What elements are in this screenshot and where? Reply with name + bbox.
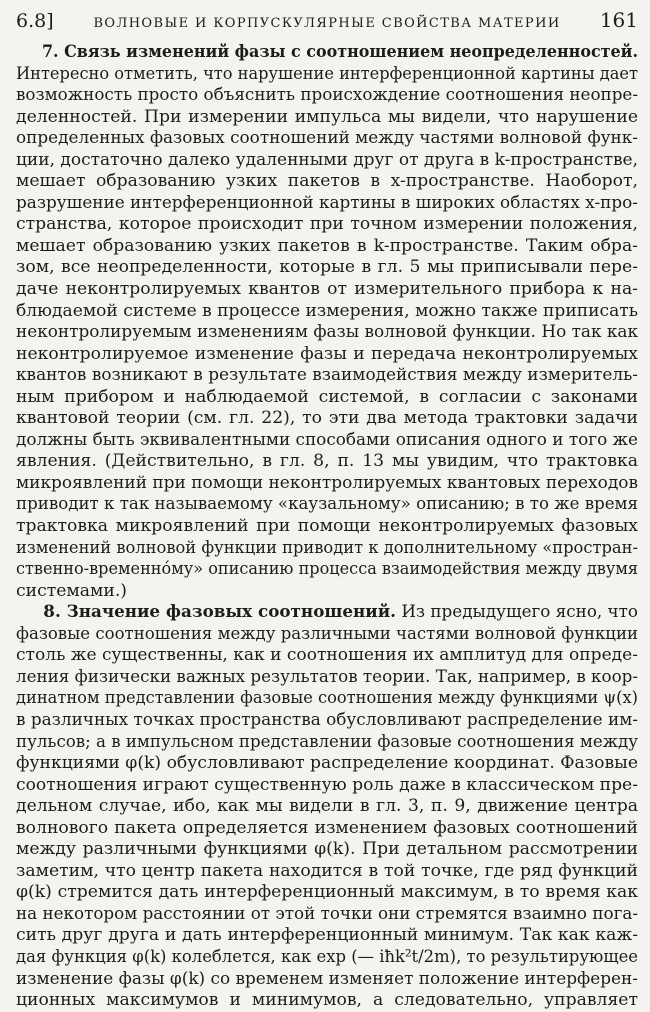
text-line: изменение фазы φ(k) со временем изменяет положение интерферен- bbox=[16, 968, 638, 989]
text-line: ления физически важных результатов теории. Так, например, в коор- bbox=[16, 666, 638, 687]
page-number: 161 bbox=[599, 8, 638, 32]
text-line: соотношения играют существенную роль даже в классическом пре- bbox=[16, 774, 638, 795]
text-line: Интересно отметить, что нарушение интерференционной картины дает bbox=[16, 63, 638, 84]
text-line: квантовой теории (см. гл. 22), то эти два метода трактовки задачи bbox=[16, 408, 638, 429]
section-number: 6.8] bbox=[16, 10, 54, 32]
text-line: ственно-временно́му» описанию процесса взаимодействия между двумя bbox=[16, 559, 638, 580]
text-line: должны быть эквивалентными способами описания одного и того же bbox=[16, 429, 638, 450]
text-line: ционных максимумов и минимумов, а следовательно, управляет bbox=[16, 990, 638, 1011]
text-line: φ(k) стремится дать интерференционный максимум, в то время как bbox=[16, 882, 638, 903]
text-line: деленностей. При измерении импульса мы видели, что нарушение bbox=[16, 106, 638, 127]
text-line: микроявлений при помощи неконтролируемых квантовых переходов bbox=[16, 472, 638, 493]
text-line: заметим, что центр пакета находится в той точке, где ряд функций bbox=[16, 860, 638, 881]
text-line: явления. (Действительно, в гл. 8, п. 13 мы увидим, что трактовка bbox=[16, 451, 638, 472]
text-line: ным прибором и наблюдаемой системой, в согласии с законами bbox=[16, 386, 638, 407]
paragraph-heading-line bbox=[16, 42, 638, 64]
text-line: ции, достаточно далеко удаленными друг от друга в k-пространстве, bbox=[16, 149, 638, 170]
text-line: даче неконтролируемых квантов от измерительного прибора к на- bbox=[16, 279, 638, 300]
section-heading-8: 8. Значение фазовых соотношений. bbox=[43, 602, 396, 623]
text-line: квантов возникают в результате взаимодействия между измеритель- bbox=[16, 365, 638, 386]
text-line: дая функция φ(k) колеблется, как exp (— iħk²t/2m), то результирующее bbox=[16, 946, 638, 967]
text-line: неконтролируемым изменениям фазы волновой функции. Но так как bbox=[16, 322, 638, 343]
running-title: ВОЛНОВЫЕ И КОРПУСКУЛЯРНЫЕ СВОЙСТВА МАТЕРИИ bbox=[93, 16, 561, 31]
text-line: мешает образованию узких пакетов в k-пространстве. Таким обра- bbox=[16, 235, 638, 256]
text-line: изменений волновой функции приводит к дополнительному «простран- bbox=[16, 537, 638, 558]
text-line: столь же существенны, как и соотношения их амплитуд для опреде- bbox=[16, 645, 638, 666]
text-line: приводит к так называемому «каузальному» описанию; в то же время bbox=[16, 494, 638, 515]
text-line: функциями φ(k) обусловливают распределение координат. Фазовые bbox=[16, 753, 638, 774]
text-line: в различных точках пространства обусловливают распределение им- bbox=[16, 709, 638, 730]
paragraph-heading-line bbox=[16, 602, 638, 624]
page-header bbox=[16, 8, 638, 42]
text-line: дельном случае, ибо, как мы видели в гл. 3, п. 9, движение центра bbox=[16, 796, 638, 817]
paragraph-7 bbox=[16, 42, 638, 602]
text-line: возможность просто объяснить происхождение соотношения неопре- bbox=[16, 85, 638, 106]
text-line: на некотором расстоянии от этой точки они стремятся взаимно пога- bbox=[16, 903, 638, 924]
text-line: системами.) bbox=[16, 580, 127, 601]
text-line: динатном представлении фазовые соотношения между функциями ψ(x) bbox=[16, 688, 638, 709]
text-line: зом, все неопределенности, которые в гл. 5 мы приписывали пере- bbox=[16, 257, 638, 278]
text-line: блюдаемой системе в процессе измерения, можно также приписать bbox=[16, 300, 638, 321]
heading-line-text: Из предыдущего ясно, что bbox=[401, 602, 638, 623]
section-heading-7: 7. Связь изменений фазы с соотношением неопределенностей. bbox=[41, 42, 638, 62]
text-line: разрушение интерференционной картины в широких областях x-про- bbox=[16, 192, 638, 213]
text-line: трактовка микроявлений при помощи неконтролируемых фазовых bbox=[16, 516, 638, 537]
text-line: странства, которое происходит при точном измерении положения, bbox=[16, 214, 638, 235]
body-text bbox=[16, 42, 638, 1012]
text-line: волнового пакета определяется изменением фазовых соотношений bbox=[16, 817, 638, 838]
text-line: определенных фазовых соотношений между частями волновой функ- bbox=[16, 128, 638, 149]
text-line: между различными функциями φ(k). При детальном рассмотрении bbox=[16, 839, 638, 860]
text-line: сить друг друга и дать интерференционный минимум. Так как каж- bbox=[16, 925, 638, 946]
text-line: неконтролируемое изменение фазы и передача неконтролируемых bbox=[16, 343, 638, 364]
paragraph-8 bbox=[16, 602, 638, 1011]
text-line: пульсов; а в импульсном представлении фазовые соотношения между bbox=[16, 731, 638, 752]
text-line: фазовые соотношения между различными частями волновой функции bbox=[16, 623, 638, 644]
text-line: мешает образованию узких пакетов в x-пространстве. Наоборот, bbox=[16, 171, 638, 192]
